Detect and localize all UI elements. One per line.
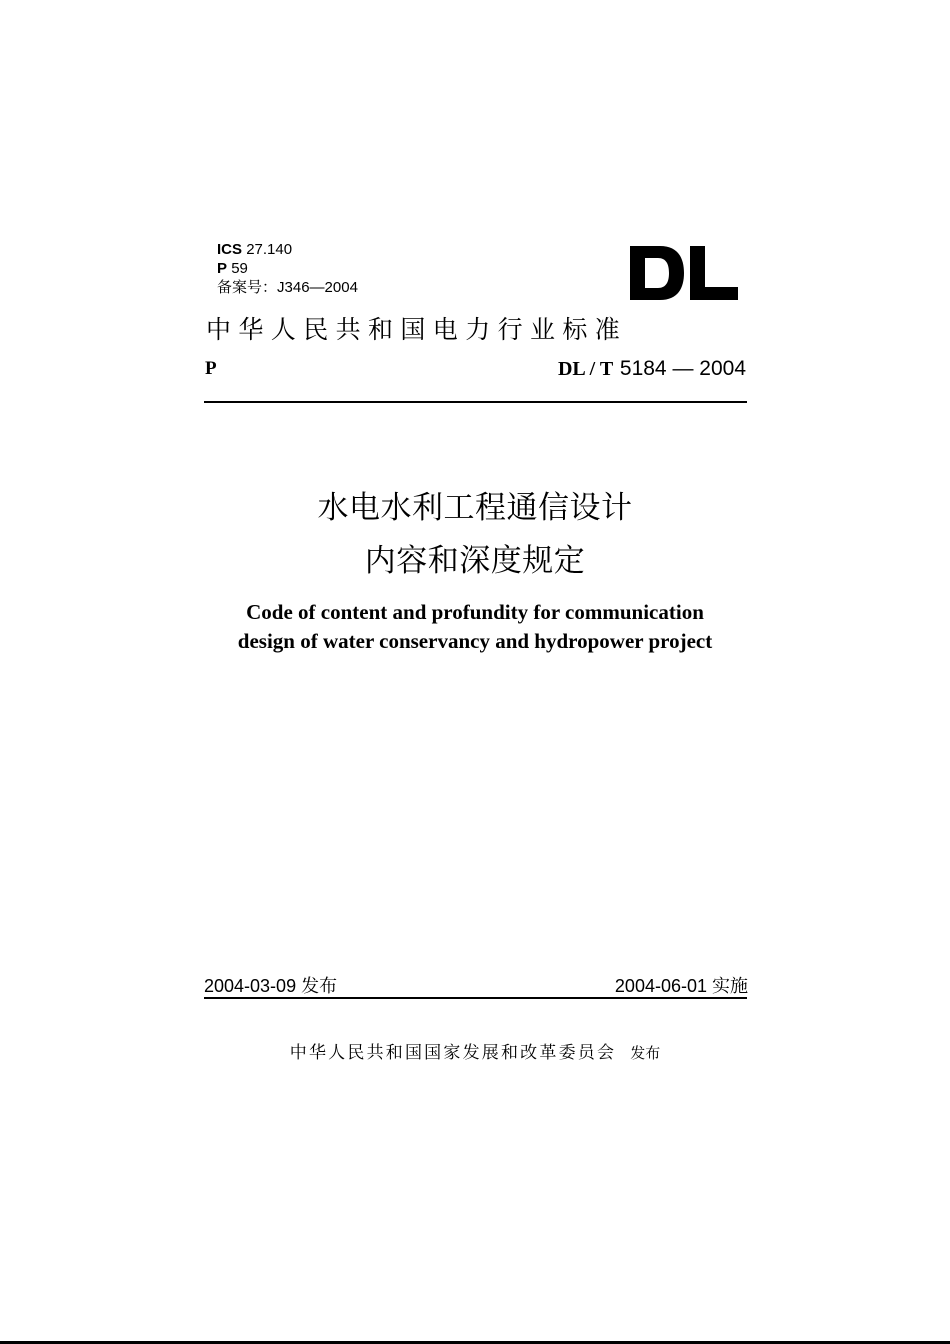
- ics-code: [217, 240, 292, 259]
- standard-digits: 5184 — 2004: [619, 357, 746, 380]
- industry-standard-heading: 中华人民共和国电力行业标准: [206, 315, 628, 344]
- title-en-line-2: design of water conservancy and hydropower project: [237, 629, 713, 653]
- filing-number: [217, 278, 358, 297]
- publisher-line: [0, 1038, 950, 1063]
- dl-logo: [630, 246, 738, 300]
- standard-number: [558, 356, 746, 381]
- classification-value: 59: [231, 260, 248, 277]
- filing-label: 备案号：: [217, 279, 278, 296]
- title-cn-line-1: 水电水利工程通信设计: [317, 490, 633, 526]
- effective-date: 2004-06-01 实施: [614, 976, 748, 996]
- title-cn-line-2: 内容和深度规定: [364, 543, 586, 579]
- classification-code: [217, 259, 248, 278]
- ics-label: ICS: [217, 241, 243, 258]
- title-en-line-1: Code of content and profundity for communication: [246, 600, 704, 624]
- issue-date: 2004-03-09 发布: [204, 976, 338, 996]
- ics-value: 27.140: [246, 241, 293, 258]
- publisher-name: 中华人民共和国国家发展和改革委员会: [289, 1043, 617, 1063]
- filing-value: J346—2004: [277, 279, 358, 296]
- footer-divider: [204, 997, 747, 999]
- logo-letter-d: [630, 246, 684, 300]
- logo-letter-l: [690, 246, 738, 300]
- standard-prefix: DL / T: [557, 358, 614, 380]
- publisher-action: 发布: [630, 1044, 661, 1062]
- classification-label: P: [217, 260, 228, 277]
- header-divider: [204, 401, 747, 403]
- class-letter: P: [205, 358, 217, 379]
